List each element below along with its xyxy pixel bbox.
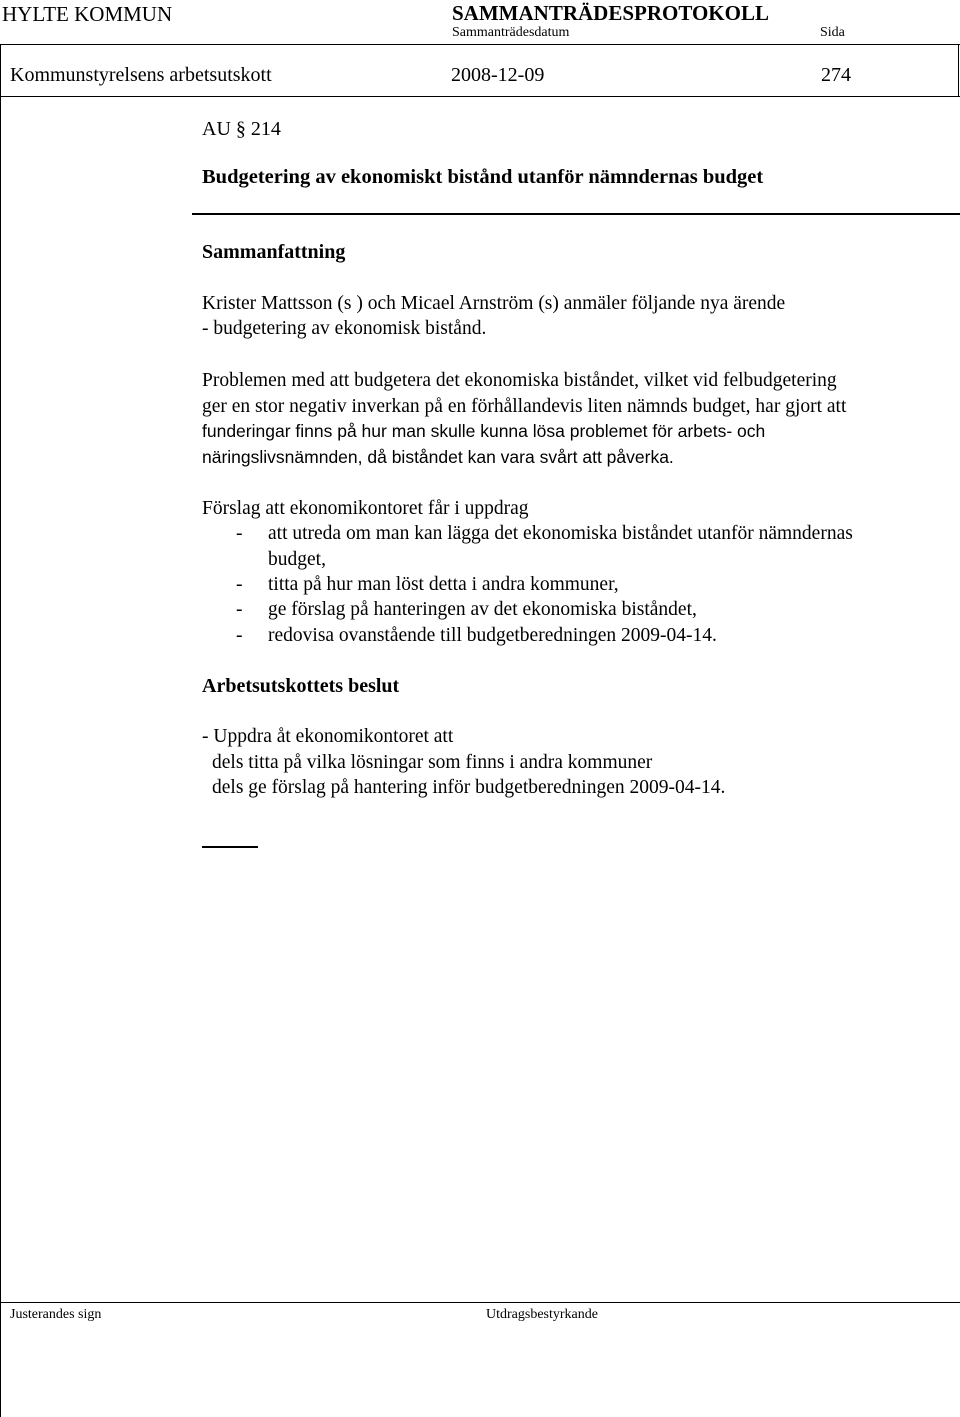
organization-name: HYLTE KOMMUN bbox=[2, 2, 173, 26]
item-title: Budgetering av ekonomiskt bistånd utanför nämndernas budget bbox=[202, 166, 764, 188]
extract-certification-label: Utdragsbestyrkande bbox=[486, 1307, 598, 1322]
problem-line: ger en stor negativ inverkan på en förhållandevis liten nämnds budget, har gjort att bbox=[202, 396, 847, 417]
proposal-item: ge förslag på hanteringen av det ekonomiska biståndet, bbox=[268, 599, 697, 620]
right-frame-rule bbox=[958, 44, 959, 97]
decision-line: - Uppdra åt ekonomikontoret att bbox=[202, 726, 454, 747]
item-number: AU § 214 bbox=[202, 118, 281, 140]
footer-rule bbox=[0, 1302, 960, 1303]
title-separator bbox=[192, 213, 960, 215]
meeting-date: 2008-12-09 bbox=[451, 64, 545, 86]
problem-line: näringslivsnämnden, då biståndet kan vara svårt att påverka. bbox=[202, 447, 674, 467]
header-rule-top bbox=[0, 44, 960, 45]
summary-line: - budgetering av ekonomisk bistånd. bbox=[202, 318, 487, 339]
proposal-item: att utreda om man kan lägga det ekonomiska biståndet utanför nämndernas bbox=[268, 523, 853, 544]
proposal-dash: - bbox=[236, 625, 243, 646]
problem-line: Problemen med att budgetera det ekonomiska biståndet, vilket vid felbudgetering bbox=[202, 370, 837, 391]
proposal-dash: - bbox=[236, 574, 243, 595]
committee-name: Kommunstyrelsens arbetsutskott bbox=[10, 64, 272, 86]
proposal-dash: - bbox=[236, 523, 243, 544]
document-type: SAMMANTRÄDESPROTOKOLL bbox=[452, 1, 769, 25]
decision-line: dels ge förslag på hantering inför budgetberedningen 2009-04-14. bbox=[212, 777, 726, 798]
meeting-date-label: Sammanträdesdatum bbox=[452, 25, 570, 40]
proposal-intro: Förslag att ekonomikontoret får i uppdrag bbox=[202, 498, 529, 519]
header-rule-bottom bbox=[0, 96, 960, 97]
proposal-dash: - bbox=[236, 599, 243, 620]
body-left-rule bbox=[0, 213, 1, 1417]
page-number: 274 bbox=[821, 64, 851, 86]
summary-heading: Sammanfattning bbox=[202, 241, 346, 263]
problem-line: funderingar finns på hur man skulle kunna lösa problemet för arbets- och bbox=[202, 421, 766, 441]
decision-heading: Arbetsutskottets beslut bbox=[202, 675, 400, 697]
proposal-item: titta på hur man löst detta i andra kommuner, bbox=[268, 574, 619, 595]
decision-line: dels titta på vilka lösningar som finns i andra kommuner bbox=[212, 752, 653, 773]
proposal-item: redovisa ovanstående till budgetberedningen 2009-04-14. bbox=[268, 625, 717, 646]
end-rule bbox=[202, 846, 258, 848]
page-label: Sida bbox=[820, 25, 845, 40]
proposal-item-continued: budget, bbox=[268, 549, 326, 570]
summary-line: Krister Mattsson (s ) och Micael Arnström (s) anmäler följande nya ärende bbox=[202, 293, 786, 314]
adjuster-sign-label: Justerandes sign bbox=[10, 1307, 102, 1322]
